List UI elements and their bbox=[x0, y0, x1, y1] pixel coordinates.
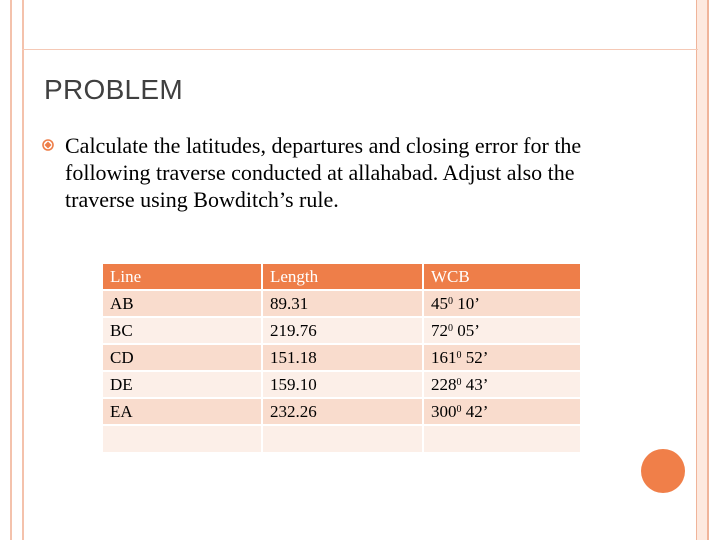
header-length: Length bbox=[263, 264, 422, 289]
cell-length: 159.10 bbox=[263, 372, 422, 397]
cell-length: 151.18 bbox=[263, 345, 422, 370]
cell-line: EA bbox=[103, 399, 261, 424]
header-line: Line bbox=[103, 264, 261, 289]
problem-statement: Calculate the latitudes, departures and closing error for the following traverse conducted at allahabad. Adjust also the traverse using Bowditch’s rule. bbox=[65, 133, 582, 212]
table-row bbox=[103, 345, 580, 370]
cell-line: DE bbox=[103, 372, 261, 397]
cell-line: BC bbox=[103, 318, 261, 343]
cell-wcb: $300^0$ 42’ bbox=[424, 399, 580, 424]
right-frame-strip bbox=[697, 0, 707, 540]
cell-length: 219.76 bbox=[263, 318, 422, 343]
table-row bbox=[103, 399, 580, 424]
top-divider bbox=[22, 49, 698, 50]
cell-empty bbox=[103, 426, 261, 452]
cell-line: AB bbox=[103, 291, 261, 316]
table-header-row bbox=[103, 264, 580, 289]
table-row bbox=[103, 291, 580, 316]
left-frame-inner-line bbox=[22, 0, 24, 540]
slide-title: PROBLEM bbox=[44, 74, 184, 105]
right-frame-outer-line bbox=[696, 0, 697, 540]
table-row bbox=[103, 372, 580, 397]
decorative-circle bbox=[641, 449, 685, 493]
cell-wcb: $45^0$ 10’ bbox=[424, 291, 580, 316]
cell-length: 232.26 bbox=[263, 399, 422, 424]
table-row-empty bbox=[103, 426, 580, 452]
left-frame-outer-line bbox=[10, 0, 12, 540]
traverse-table bbox=[101, 262, 582, 454]
right-frame-inner-line bbox=[707, 0, 709, 540]
header-wcb: WCB bbox=[424, 264, 580, 289]
cell-length: 89.31 bbox=[263, 291, 422, 316]
cell-wcb: $161^0$ 52’ bbox=[424, 345, 580, 370]
cell-wcb: $228^0$ 43’ bbox=[424, 372, 580, 397]
cell-empty bbox=[263, 426, 422, 452]
cell-wcb: $72^0$ 05’ bbox=[424, 318, 580, 343]
cell-empty bbox=[424, 426, 580, 452]
cell-line: CD bbox=[103, 345, 261, 370]
diamond-bullet-icon bbox=[42, 138, 54, 150]
table-row bbox=[103, 318, 580, 343]
